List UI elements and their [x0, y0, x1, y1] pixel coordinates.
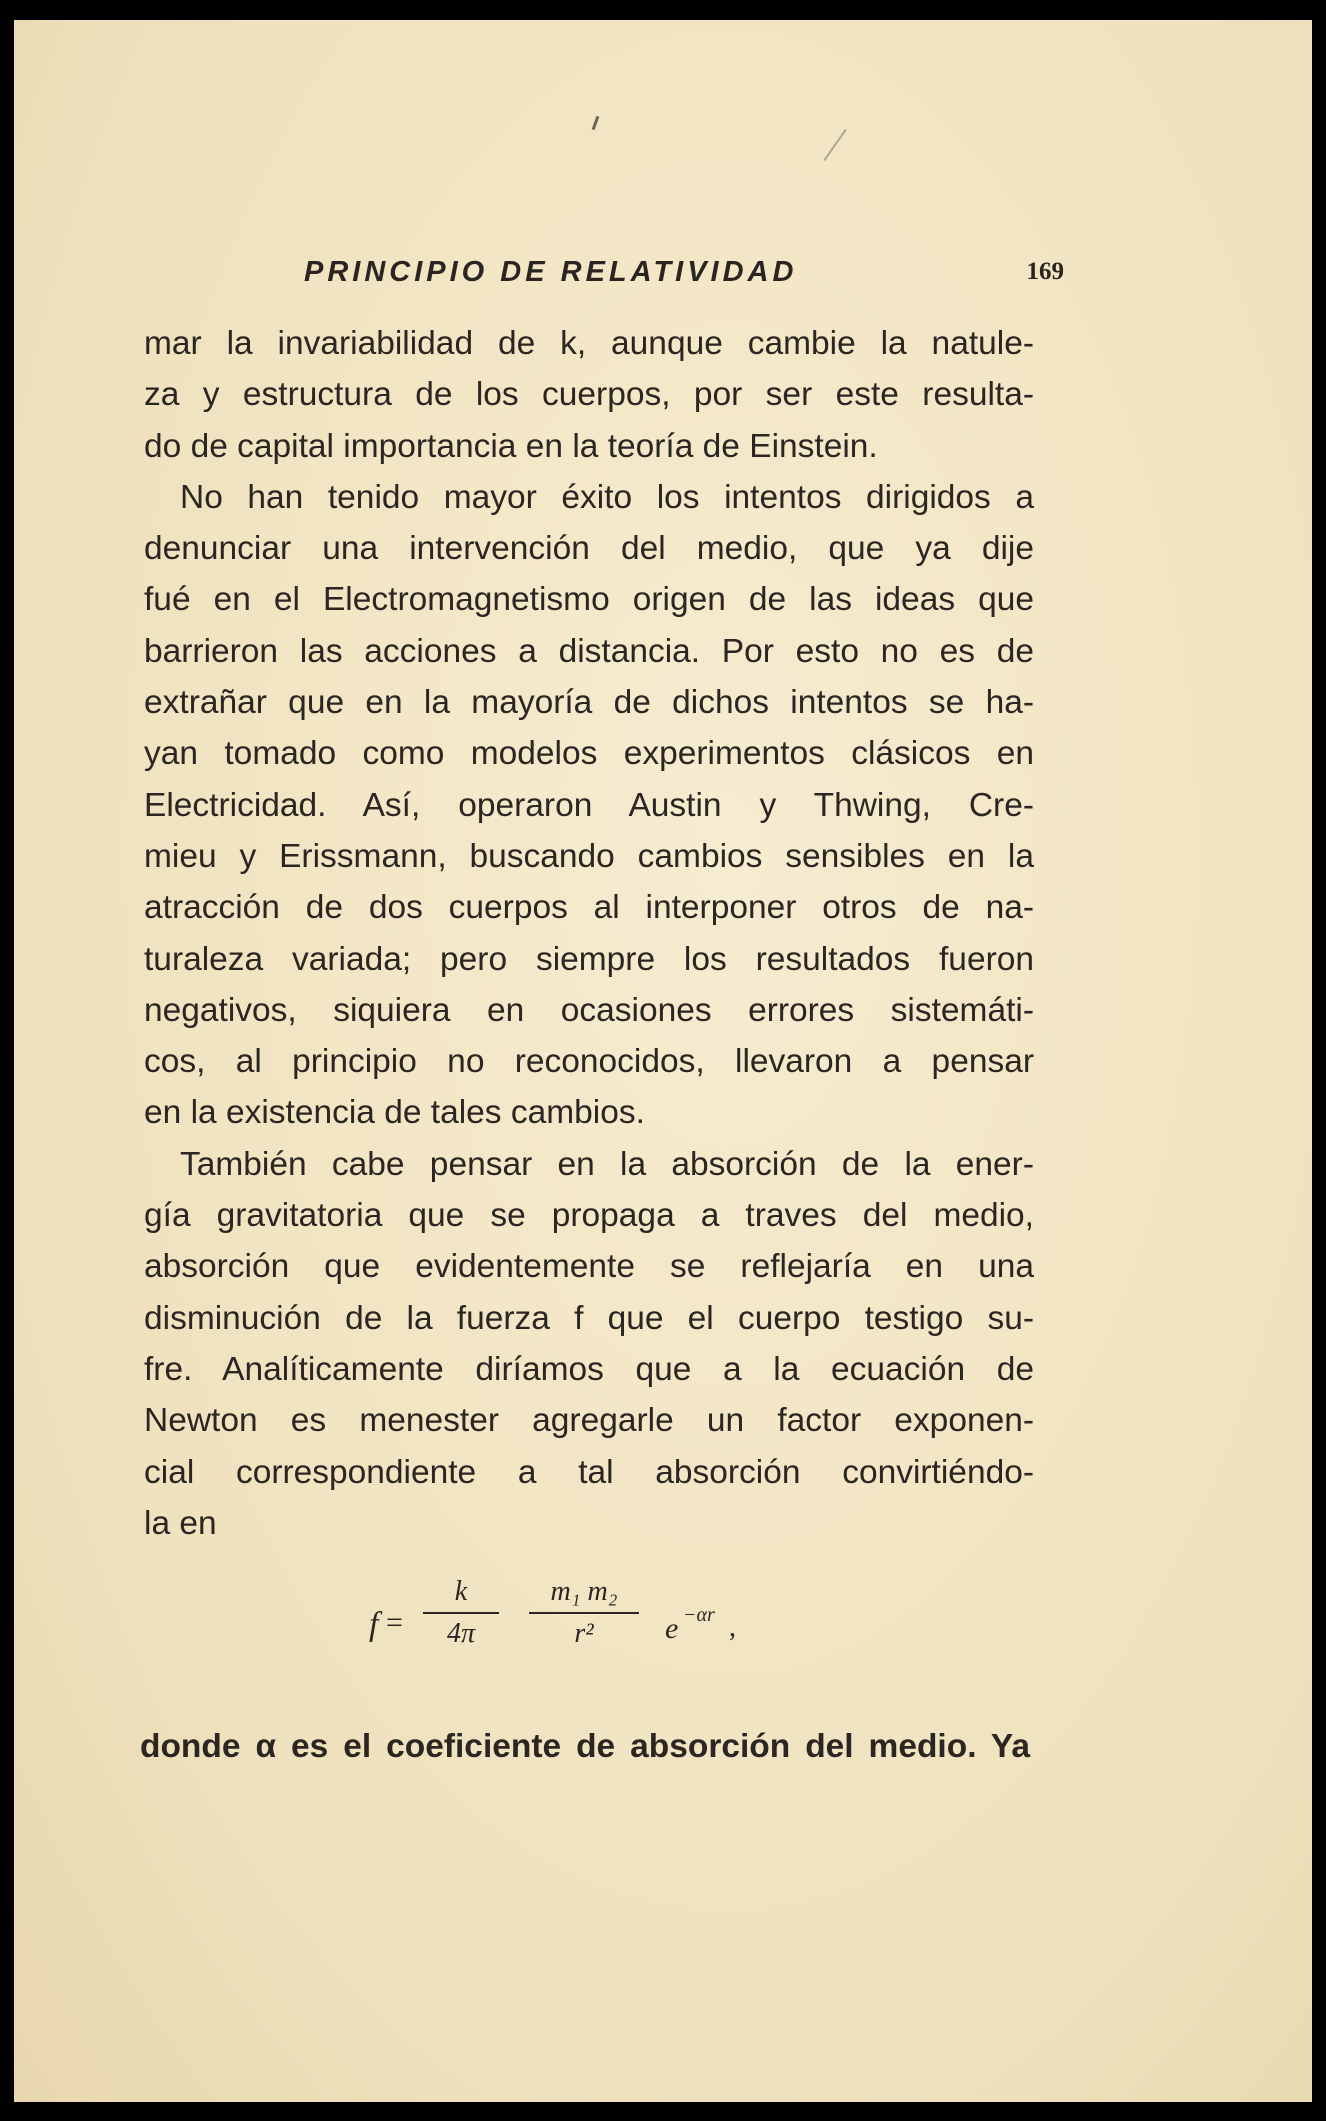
fraction-numerator: m₁ m₂: [550, 1576, 618, 1607]
formula-lhs: f: [369, 1606, 379, 1643]
fraction-bar: [423, 1612, 499, 1614]
text-line: cial correspondiente a tal absorción convirtiéndo-: [144, 1453, 1034, 1491]
formula-exp-base: e: [665, 1612, 679, 1645]
text-line: absorción que evidentemente se reflejaría en una: [144, 1248, 1034, 1286]
text-line: negativos, siquiera en ocasiones errores sistemáti-: [144, 991, 1034, 1029]
text-line: barrieron las acciones a distancia. Por esto no es de: [144, 632, 1034, 670]
text-line: za y estructura de los cuerpos, por ser este resulta-: [144, 376, 1034, 414]
formula: [369, 1576, 889, 1686]
text-line: fué en el Electromagnetismo origen de las ideas que: [144, 581, 1034, 619]
text-line: mieu y Erissmann, buscando cambios sensibles en la: [144, 837, 1034, 875]
formula-exp-superscript: −αr: [683, 1604, 715, 1626]
text-line: fre. Analíticamente diríamos que a la ecuación de: [144, 1350, 1034, 1388]
fraction-denominator: 4π: [446, 1618, 476, 1649]
page-header: [304, 256, 1064, 296]
formula-fraction-1: [423, 1576, 499, 1650]
text-line: yan tomado como modelos experimentos clásicos en: [144, 735, 1034, 773]
text-line: Electricidad. Así, operaron Austin y Thwing, Cre-: [144, 786, 1034, 824]
formula-equals: =: [386, 1606, 403, 1639]
formula-trailing-comma: ,: [729, 1612, 736, 1643]
text-line: mar la invariabilidad de k, aunque cambie la natule-: [144, 325, 1034, 362]
ink-speck: [823, 129, 846, 161]
text-line: gía gravitatoria que se propaga a traves del medio,: [144, 1197, 1034, 1235]
text-line: disminución de la fuerza f que el cuerpo testigo su-: [144, 1299, 1034, 1337]
fraction-numerator: k: [454, 1576, 468, 1607]
fraction-bar: [529, 1612, 639, 1614]
text-line: No han tenido mayor éxito los intentos dirigidos a: [180, 478, 1034, 516]
text-line: cos, al principio no reconocidos, llevaron a pensar: [144, 1043, 1034, 1081]
final-text-line: donde α es el coeficiente de absorción del medio. Ya: [140, 1728, 1030, 1765]
formula-fraction-2: [529, 1576, 639, 1650]
text-line: en la existencia de tales cambios.: [144, 1094, 645, 1132]
text-line: También cabe pensar en la absorción de la ener-: [180, 1145, 1034, 1183]
text-line: Newton es menester agregarle un factor exponen-: [144, 1402, 1034, 1440]
text-line: do de capital importancia en la teoría de Einstein.: [144, 427, 878, 465]
text-line: turaleza variada; pero siempre los resultados fueron: [144, 940, 1034, 978]
text-line: extrañar que en la mayoría de dichos intentos se ha-: [144, 684, 1034, 722]
ink-speck: [592, 116, 600, 130]
running-head: PRINCIPIO DE RELATIVIDAD: [304, 256, 798, 288]
text-line: la en: [144, 1504, 217, 1542]
text-line: atracción de dos cuerpos al interponer otros de na-: [144, 889, 1034, 927]
body-text: [144, 318, 1034, 1549]
page-number: 169: [1026, 258, 1064, 285]
text-line: denunciar una intervención del medio, que ya dije: [144, 530, 1034, 568]
book-page: [14, 20, 1312, 2102]
fraction-denominator: r²: [574, 1618, 594, 1649]
